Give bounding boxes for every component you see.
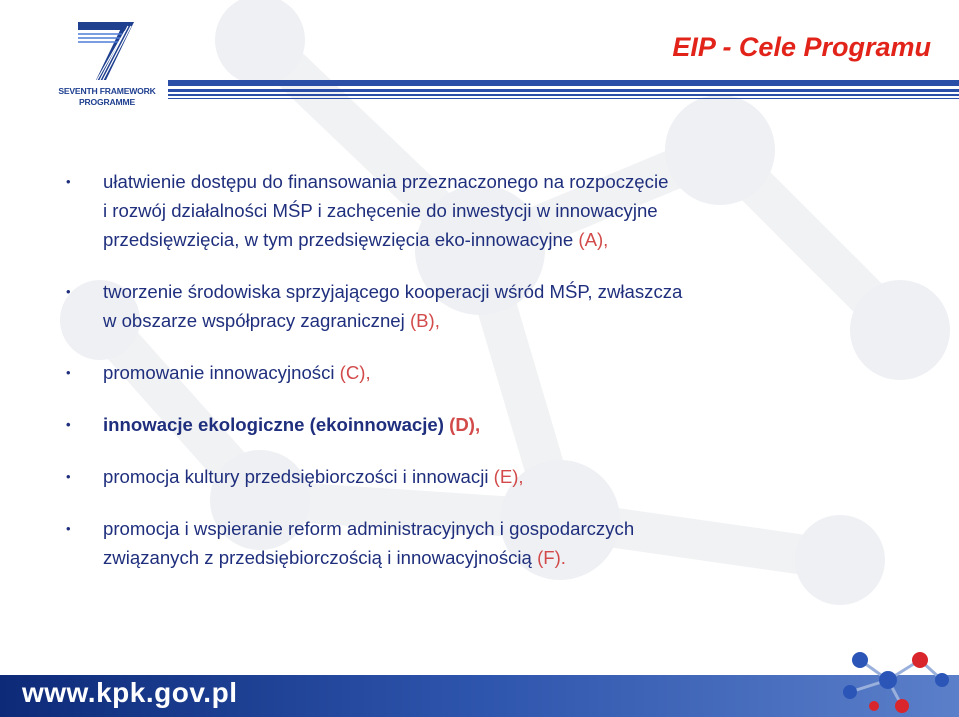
bullet-dot-icon: •	[66, 284, 71, 299]
header-rule	[168, 80, 959, 102]
bullet-item	[62, 462, 882, 491]
bullet-dot-icon: •	[66, 417, 71, 432]
bullet-text: ułatwienie dostępu do finansowania przeznaczonego na rozpoczęcie	[103, 171, 669, 192]
bullet-item	[62, 277, 882, 335]
logo-text-line2: PROGRAMME	[79, 97, 135, 107]
logo-text-line1: SEVENTH FRAMEWORK	[58, 86, 156, 96]
bullet-item	[62, 358, 882, 387]
bullet-item	[62, 514, 882, 572]
bullet-item	[62, 167, 882, 254]
bullet-code: (D),	[449, 414, 481, 435]
bullet-text: i rozwój działalności MŚP i zachęcenie do inwestycji w innowacyjne	[103, 200, 658, 221]
bullet-list	[62, 167, 882, 572]
footer-url[interactable]: www.kpk.gov.pl	[22, 677, 238, 708]
fp7-logo	[52, 18, 162, 113]
bullet-text: promowanie innowacyjności	[103, 362, 340, 383]
fp7-logo-icon	[76, 18, 138, 80]
bullet-code: (E),	[493, 466, 524, 487]
bullet-dot-icon: •	[66, 521, 71, 536]
bullet-dot-icon: •	[66, 174, 71, 189]
bullet-dot-icon: •	[66, 469, 71, 484]
bullet-text: promocja i wspieranie reform administracyjnych i gospodarczych	[103, 518, 635, 539]
bullet-code: (C),	[339, 362, 371, 383]
bullet-text: promocja kultury przedsiębiorczości i innowacji	[103, 466, 494, 487]
bullet-text: w obszarze współpracy zagranicznej	[103, 310, 410, 331]
bullet-text: związanych z przedsiębiorczością i innowacyjnością	[103, 547, 538, 568]
bullet-code: (B),	[409, 310, 440, 331]
bullet-item	[62, 410, 882, 439]
bullet-text: tworzenie środowiska sprzyjającego kooperacji wśród MŚP, zwłaszcza	[103, 281, 683, 302]
bullet-text: innowacje ekologiczne (ekoinnowacje)	[103, 414, 450, 435]
bullet-code: (F).	[537, 547, 566, 568]
bullet-dot-icon: •	[66, 365, 71, 380]
bullet-text: przedsięwzięcia, w tym przedsięwzięcia eko-innowacyjne	[103, 229, 579, 250]
page-title: EIP - Cele Programu	[672, 32, 931, 62]
molecule-network-icon	[830, 640, 959, 717]
bullet-code: (A),	[578, 229, 609, 250]
